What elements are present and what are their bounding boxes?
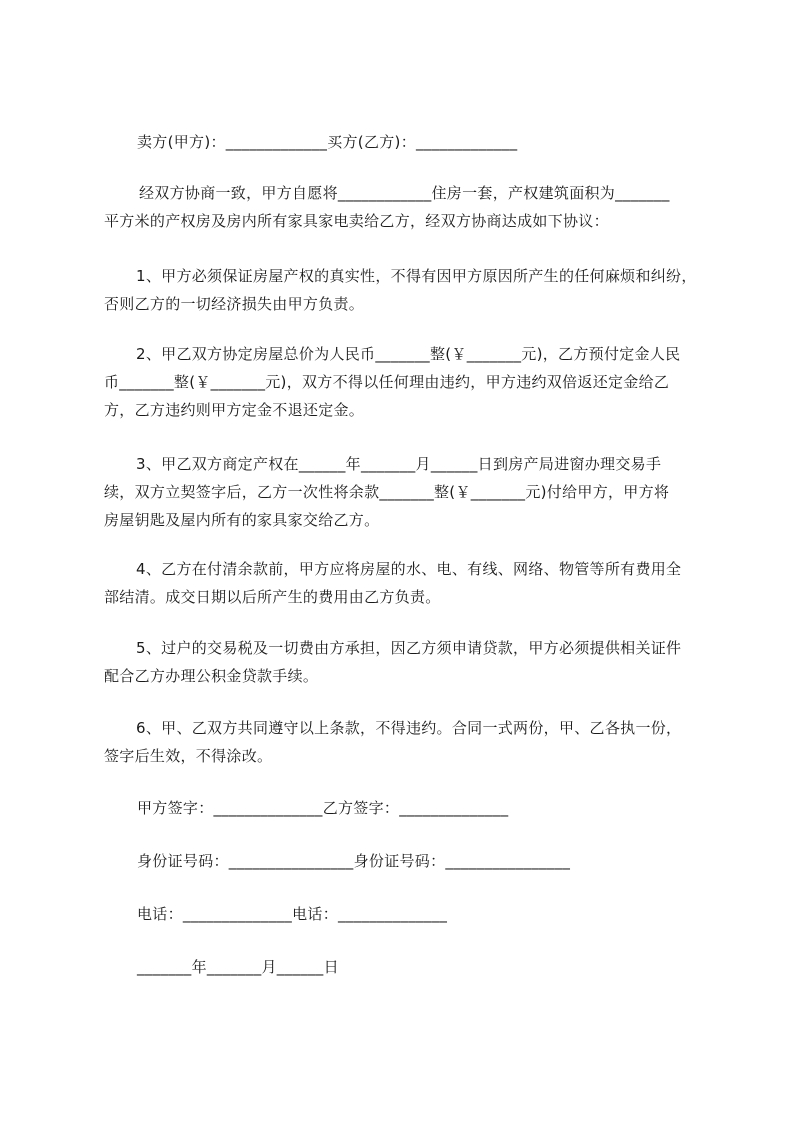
clause-1	[104, 262, 714, 318]
intro-paragraph	[104, 179, 714, 235]
clause-1-line-2: 否则乙方的一切经济损失由甲方负责。	[104, 295, 365, 313]
clause-6-line-2: 签字后生效，不得涂改。	[104, 747, 273, 765]
clause-3	[104, 450, 714, 534]
clause-5	[104, 634, 714, 690]
id-number-line: 身份证号码：________________身份证号码：________________	[137, 852, 571, 870]
clause-4-line-1: 4、乙方在付清余款前，甲方应将房屋的水、电、有线、网络、物管等所有费用全	[136, 560, 682, 578]
clause-4	[104, 555, 714, 611]
clause-3-line-1: 3、甲乙双方商定产权在______年_______月______日到房产局进窗办理交易手	[136, 455, 662, 473]
clause-2-line-1: 2、甲乙双方协定房屋总价为人民币_______整(￥_______元)，乙方预付定金人民	[136, 345, 681, 363]
clause-2	[104, 340, 714, 424]
clause-4-line-2: 部结清。成交日期以后所产生的费用由乙方负责。	[104, 588, 441, 606]
clause-6-line-1: 6、甲、乙双方共同遵守以上条款，不得违约。合同一式两份，甲、乙各执一份，	[136, 719, 682, 737]
intro-line-2: 平方米的产权房及房内所有家具家电卖给乙方，经双方协商达成如下协议：	[104, 212, 609, 230]
intro-line-1: 经双方协商一致，甲方自愿将____________住房一套，产权建筑面积为_______	[139, 184, 670, 202]
clause-2-line-3: 方，乙方违约则甲方定金不退还定金。	[104, 401, 365, 419]
signature-line: 甲方签字：______________乙方签字：______________	[137, 799, 509, 817]
clause-1-line-1: 1、甲方必须保证房屋产权的真实性，不得有因甲方原因所产生的任何麻烦和纠纷，	[136, 267, 697, 285]
date-line: _______年_______月______日	[137, 958, 339, 976]
phone-line: 电话：______________电话：______________	[137, 905, 448, 923]
clause-5-line-1: 5、过户的交易税及一切费由方承担，因乙方须申请贷款，甲方必须提供相关证件	[136, 639, 682, 657]
clause-5-line-2: 配合乙方办理公积金贷款手续。	[104, 667, 319, 685]
clause-3-line-3: 房屋钥匙及屋内所有的家具家交给乙方。	[104, 511, 380, 529]
clause-3-line-2: 续，双方立契签字后，乙方一次性将余款_______整(￥_______元)付给甲方，甲方将	[104, 483, 670, 501]
clause-6	[104, 714, 714, 770]
header-parties-line: 卖方(甲方)：_____________买方(乙方)：_____________	[137, 133, 518, 151]
clause-2-line-2: 币_______整(￥_______元)，双方不得以任何理由违约，甲方违约双倍返还定金给乙	[104, 373, 670, 391]
